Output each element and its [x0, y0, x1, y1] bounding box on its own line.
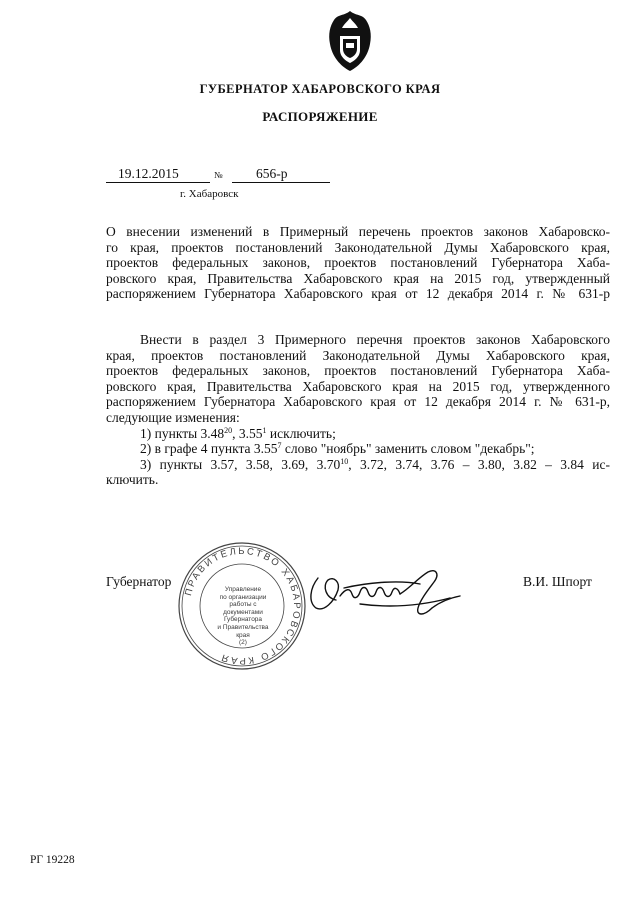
list-item-text: 2) в графе 4 пункта 3.55	[140, 441, 278, 457]
coat-of-arms-icon	[326, 10, 374, 72]
body-line: распоряжением Губернатора Хабаровского края от 12 декабря 2014 г. № 631-р,	[106, 394, 610, 410]
body-line: края, проектов постановлений Законодательной Думы Хабаровского края,	[106, 347, 610, 363]
subject-line: проектов федеральных законов, проектов постановлений Губернатора Хаба-	[106, 255, 610, 271]
list-item-3	[106, 457, 610, 473]
document-date: 19.12.2015	[106, 166, 210, 183]
list-item-text: , 3.72, 3.74, 3.76 – 3.80, 3.82 – 3.84 ис-	[348, 456, 610, 472]
handwritten-signature	[300, 558, 465, 628]
list-item-text: 3) пункты 3.57, 3.58, 3.69, 3.70	[140, 456, 341, 472]
seal-line: Губернатора	[223, 616, 263, 624]
list-item-text: , 3.55	[232, 425, 263, 441]
list-item-superscript: 20	[224, 425, 233, 435]
body-line: ровского края, Правительства Хабаровского края на 2015 год, утвержденного	[106, 378, 610, 394]
seal-ring-text: ПРАВИТЕЛЬСТВО ХАБАРОВСКОГО КРАЯ	[183, 545, 303, 667]
list-item-superscript: 10	[340, 456, 349, 466]
seal-line: по организации	[219, 593, 267, 601]
seal-line: Управление	[224, 586, 262, 593]
subject-line: распоряжением Губернатора Хабаровского края от 12 декабря 2014 г. № 631-р	[106, 286, 610, 302]
subject-line: го края, проектов постановлений Законодательной Думы Хабаровского края,	[106, 239, 610, 255]
signatory-role: Губернатор	[106, 574, 172, 589]
subject-line: ровского края, Правительства Хабаровского края на 2015 год, утвержденный	[106, 270, 610, 286]
body-line: Внести в раздел 3 Примерного перечня проектов законов Хабаровского	[140, 332, 610, 347]
body-line: проектов федеральных законов, проектов постановлений Губернатора Хаба-	[106, 363, 610, 379]
signatory-name: В.И. Шпорт	[523, 574, 592, 589]
list-item-superscript: 1	[262, 425, 267, 435]
seal-line: работы с документами	[223, 601, 263, 616]
list-item-superscript: 7	[277, 441, 282, 451]
list-item-text: исключить;	[266, 425, 336, 441]
list-item-2	[106, 441, 610, 457]
number-sign: №	[214, 170, 223, 180]
seal-inner-text	[212, 586, 274, 647]
list-item-3-continuation: ключить.	[106, 472, 159, 488]
subject-line: О внесении изменений в Примерный перечень проектов законов Хабаровско-	[106, 224, 610, 239]
document-type: РАСПОРЯЖЕНИЕ	[262, 109, 378, 124]
seal-line: (2)	[239, 639, 247, 647]
list-item-1	[106, 426, 610, 442]
document-subject	[106, 224, 610, 302]
seal-line: и Правительства	[217, 623, 269, 631]
document-number: 656-р	[232, 166, 330, 183]
seal-line: края	[236, 631, 250, 639]
document-body	[106, 332, 610, 488]
registration-number: РГ 19228	[30, 854, 75, 866]
list-item-text: слово "ноябрь" заменить словом "декабрь";	[281, 441, 535, 457]
list-item-text: 1) пункты 3.48	[140, 425, 225, 441]
body-line: следующие изменения:	[106, 409, 240, 425]
issue-city: г. Хабаровск	[180, 188, 239, 200]
authority-title: ГУБЕРНАТОР ХАБАРОВСКОГО КРАЯ	[199, 82, 441, 96]
